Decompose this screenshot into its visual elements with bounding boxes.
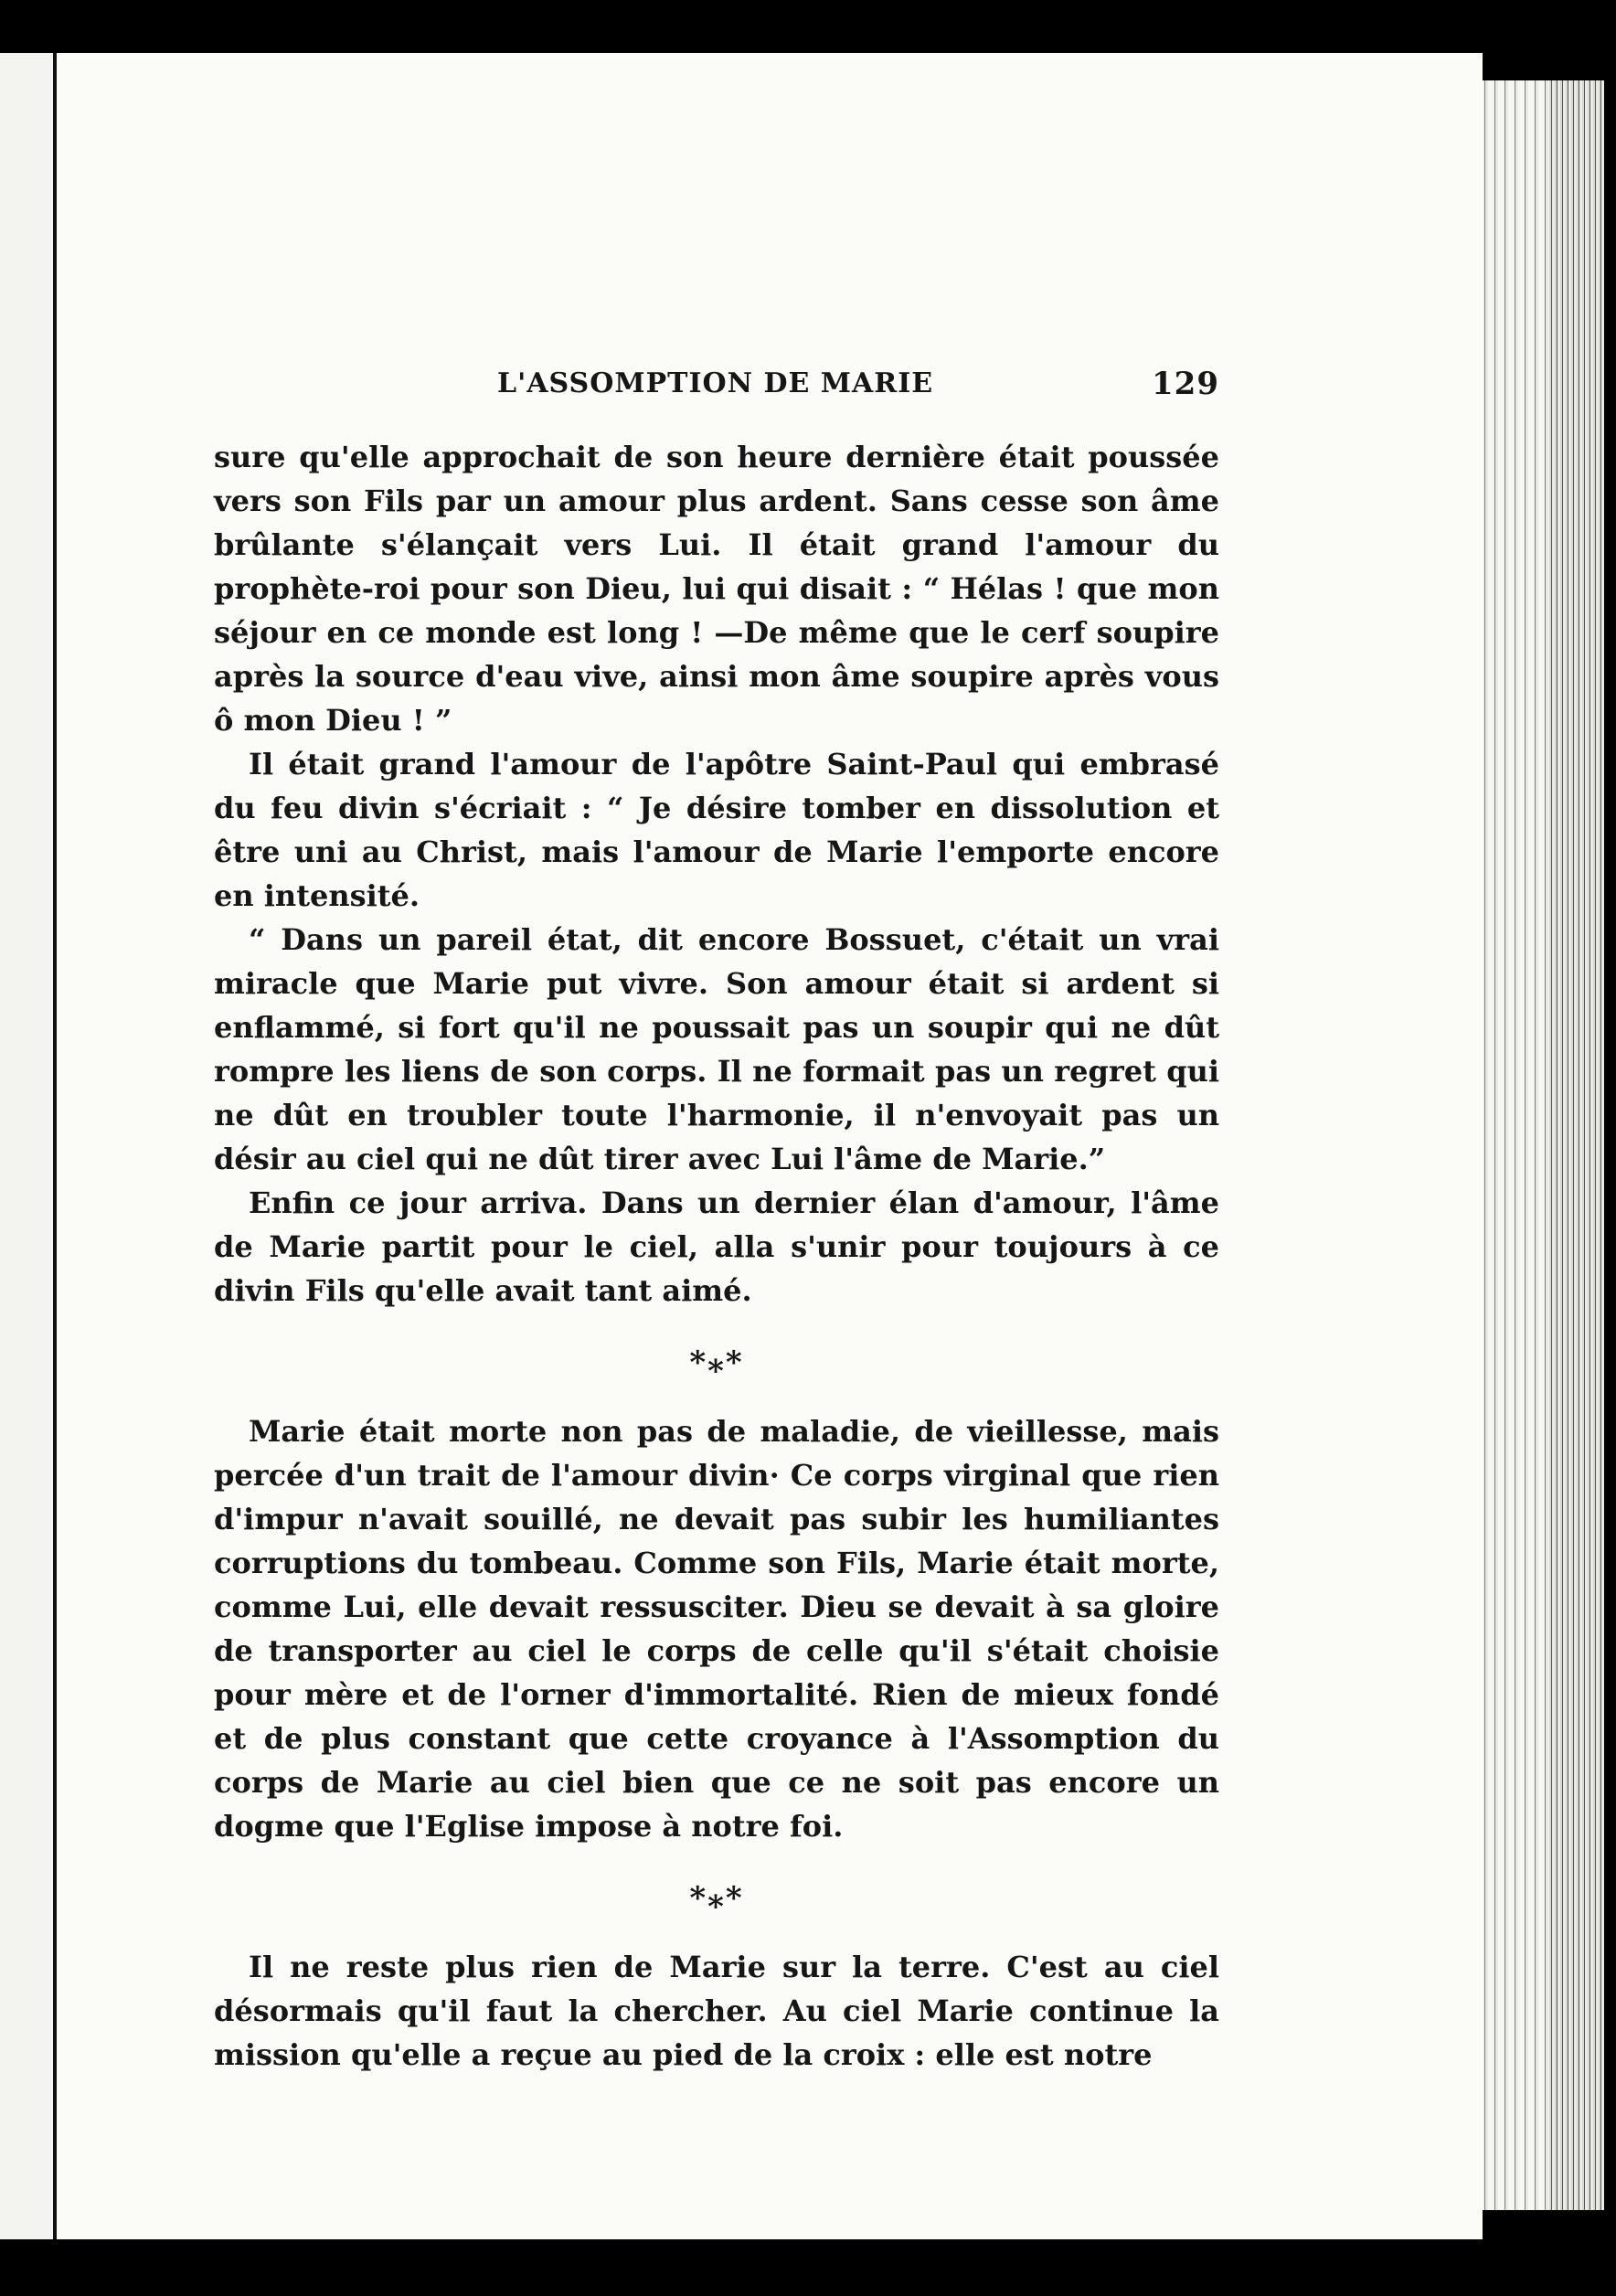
paragraph-2: Il était grand l'amour de l'apôtre Saint-Paul qui embrasé du feu divin s'écriait : “ Je désire tomber en dissolution et être uni au Christ, mais l'amour de Marie l'emporte encore en intensité.: [214, 747, 1219, 913]
facing-page-edge: [0, 53, 57, 2239]
book-page: [57, 53, 1483, 2239]
paragraph-1: sure qu'elle approchait de son heure dernière était poussée vers son Fils par un amour plus ardent. Sans cesse son âme brûlante s'élançait vers Lui. Il était grand l'amour du prophète-roi pour son Dieu, lui qui disait : “ Hélas ! que mon séjour en ce monde est long ! —De même que le cerf soupire après la source d'eau vive, ainsi mon âme soupire après vous ô mon Dieu ! ”: [214, 440, 1219, 738]
paragraph-3: “ Dans un pareil état, dit encore Bossuet, c'était un vrai miracle que Marie put vivre. Son amour était si ardent si enflammé, si fort qu'il ne poussait pas un soupir qui ne dût rompre les liens de son corps. Il ne formait pas un regret qui ne dût en troubler toute l'harmonie, il n'envoyait pas un désir au ciel qui ne dût tirer avec Lui l'âme de Marie.”: [214, 922, 1219, 1176]
paragraph-6: Il ne reste plus rien de Marie sur la terre. C'est au ciel désormais qu'il faut la chercher. Au ciel Marie continue la mission qu'elle a reçue au pied de la croix : elle est notre: [214, 1950, 1219, 2072]
section-break-2: *⁎*: [689, 1880, 744, 1917]
section-break-1: *⁎*: [689, 1345, 744, 1381]
paragraph-5: Marie était morte non pas de maladie, de vieillesse, mais percée d'un trait de l'amour divin· Ce corps virginal que rien d'impur n'avait souillé, ne devait pas subir les humiliantes corruptions du tombeau. Comme son Fils, Marie était morte, comme Lui, elle devait ressusciter. Dieu se devait à sa gloire de transporter au ciel le corps de celle qu'il s'était choisie pour mère et de l'orner d'immortalité. Rien de mieux fondé et de plus constant que cette croyance à l'Assomption du corps de Marie au ciel bien que ce ne soit pas encore un dogme que l'Eglise impose à notre foi.: [214, 1414, 1219, 1844]
page-text: [214, 362, 1219, 2077]
paragraph-4: Enfin ce jour arriva. Dans un dernier élan d'amour, l'âme de Marie partit pour le ciel, alla s'unir pour toujours à ce divin Fils qu'elle avait tant aimé.: [214, 1185, 1219, 1308]
page-number: 129: [1152, 366, 1219, 402]
running-title: L'ASSOMPTION DE MARIE: [497, 367, 934, 399]
running-head: [214, 362, 1219, 404]
